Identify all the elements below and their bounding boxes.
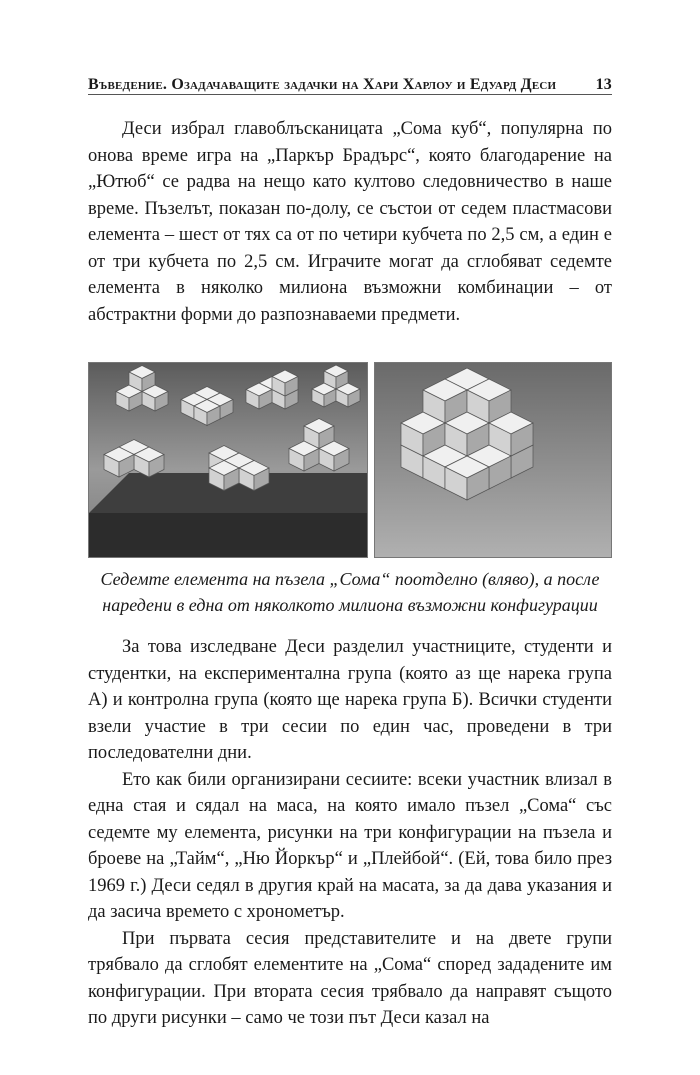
soma-assembled-image — [375, 363, 611, 557]
caption-line-2: наредени в една от няколкото милиона възможни конфигурации — [102, 595, 598, 615]
soma-figure — [88, 362, 612, 558]
running-header — [88, 70, 612, 95]
soma-assembled-photo — [374, 362, 612, 558]
page-number: 13 — [595, 76, 612, 93]
running-title: Въведение. Озадачаващите задачки на Хари Харлоу и Едуард Деси — [88, 76, 557, 93]
paragraph: За това изследване Деси разделил участниците, студенти и студентки, на експериментална група (която аз ще нарека група А) и контролна група (която ще нарека група Б). Всички студенти взели участие в три сесии по един час, проведени в три последователни дни. — [88, 637, 612, 763]
soma-pieces-image — [89, 363, 367, 557]
paragraph: Деси избрал главоблъсканицата „Сома куб“, популярна по онова време игра на „Паркър Брадърс“, която благодарение на „Ютюб“ се радва на нещо като култово следовничество в наше време. Пъзелът, показан по-долу, се състои от седем пластмасови елемента – шест от тях са от по четири кубчета по 2,5 см, а един е от три кубчета по 2,5 см. Играчите могат да сглобяват седемте елемента в няколко милиона възможни комбинации – от абстрактни форми до разпознаваеми предмети. — [88, 119, 612, 325]
figure-caption — [88, 566, 612, 618]
paragraph: При първата сесия представителите и на двете групи трябвало да сглобят елементите на „Сома“ според зададените им конфигурации. При втората сесия трябвало да направят същото по други рисунки – само че този път Деси казал на — [88, 928, 612, 1028]
caption-line-1: Седемте елемента на пъзела „Сома“ поотделно (вляво), а после — [100, 569, 600, 589]
soma-pieces-photo — [88, 362, 368, 558]
text-block-bottom — [88, 634, 612, 1032]
text-block-top — [88, 116, 612, 328]
paragraph: Ето как били организирани сесиите: всеки участник влизал в една стая и сядал на маса, на която имало пъзел „Сома“ със седемте му елемента, рисунки на три конфигурации на пъзела и броеве на „Тайм“, „Ню Йоркър“ и „Плейбой“. (Ей, това било през 1969 г.) Деси седял в другия край на масата, за да дава указания и да засича времето с хронометър. — [88, 769, 612, 922]
